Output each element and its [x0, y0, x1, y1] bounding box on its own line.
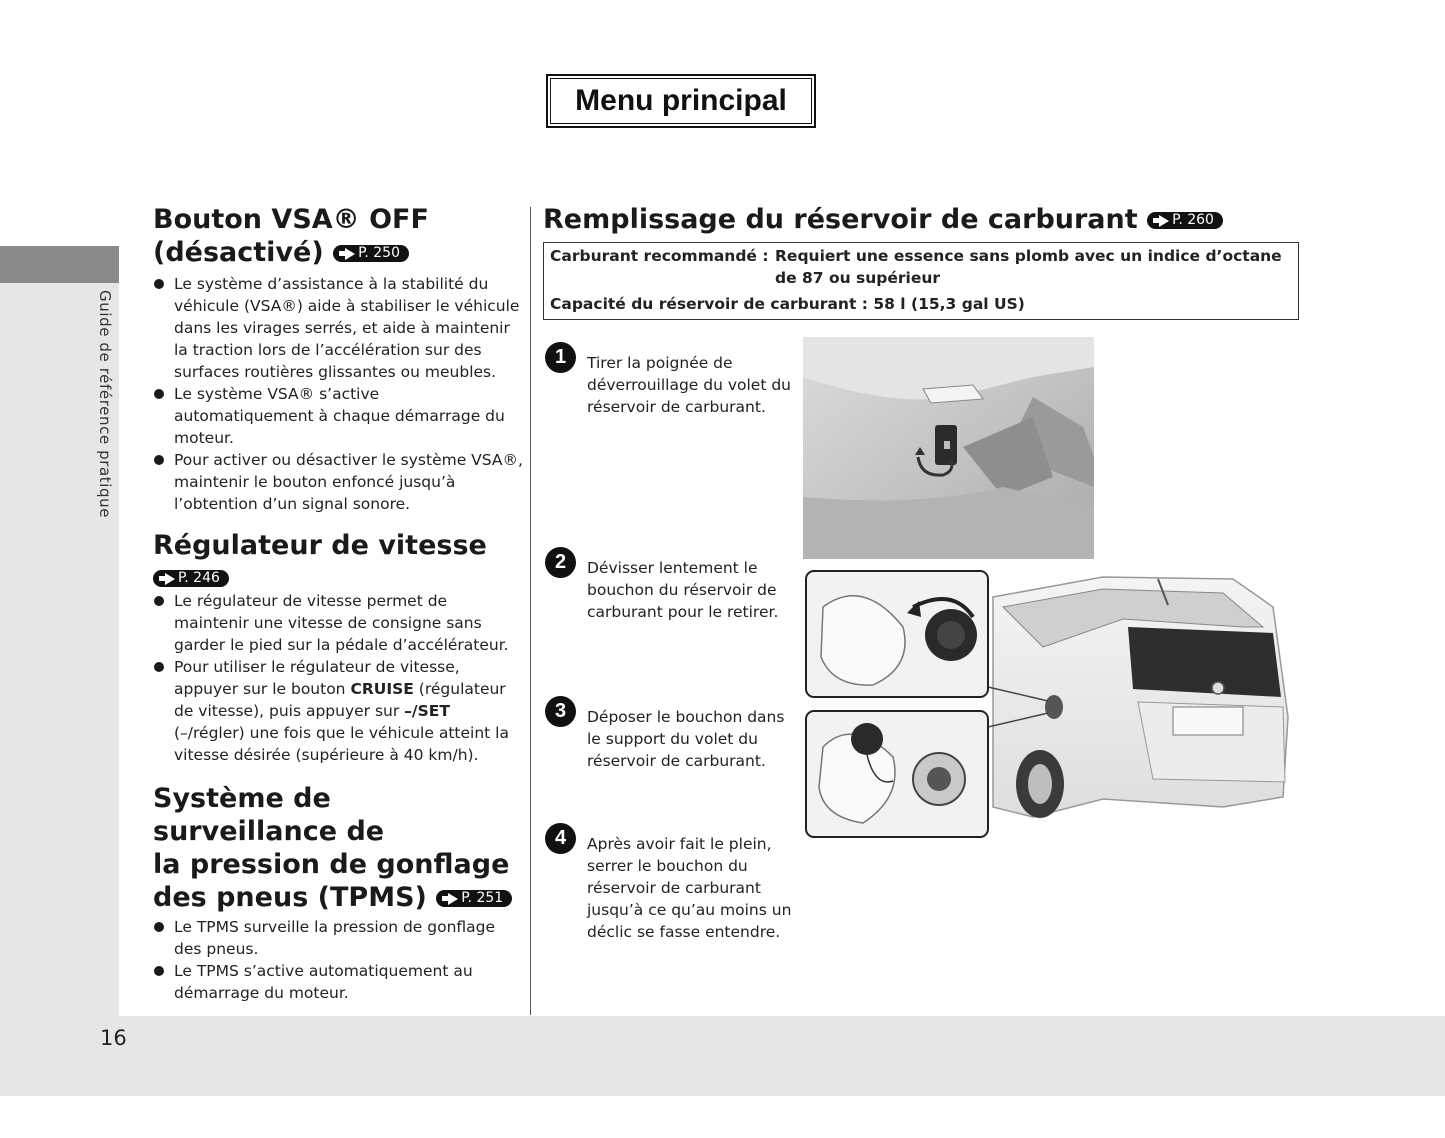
list-item: Le régulateur de vitesse permet de maintenir une vitesse de consigne sans garder le pied sur la pédale d’accélérateur. [153, 590, 523, 656]
fuel-door [1045, 695, 1063, 719]
license-plate [1173, 707, 1243, 735]
tpms-title-line1: Système de surveillance de [153, 783, 385, 847]
arrow-right-icon [165, 573, 175, 585]
cruise-page-ref-link[interactable] [153, 570, 229, 587]
recommended-fuel-value: Requiert une essence sans plomb avec un indice d’octane de 87 ou supérieur [775, 247, 1282, 287]
cruise-text-e: (–/régler) une fois que le véhicule atteint la vitesse désirée (supérieure à 40 km/h). [174, 724, 509, 764]
arrow-right-icon [1159, 215, 1169, 227]
step-number: 1 [545, 342, 576, 373]
vehicle-fuel-cap-photo [803, 567, 1293, 839]
cruise-bullets [153, 590, 523, 766]
tpms-page-ref: P. 251 [461, 890, 504, 906]
cruise-text-c: (régulateur de vitesse), puis appuyer sur [174, 680, 506, 720]
step-text: Déposer le bouchon dans le support du volet du réservoir de carburant. [587, 708, 785, 770]
refuel-page-ref-link[interactable] [1147, 212, 1223, 229]
tpms-page-ref-link[interactable] [436, 890, 512, 907]
tpms-title [153, 782, 523, 914]
fuel-lever-photo [803, 337, 1094, 559]
refuel-title [543, 203, 1223, 236]
recommended-fuel-label: Carburant recommandé : [550, 247, 769, 265]
vsa-bullets [153, 273, 523, 515]
section-tab[interactable] [0, 246, 119, 283]
inset-cap-holder [806, 711, 988, 837]
honda-logo-icon [1212, 682, 1224, 694]
left-column [153, 203, 523, 1004]
list-item: Le TPMS s’active automatiquement au démarrage du moteur. [153, 960, 523, 1004]
cruise-title: Régulateur de vitesse [153, 530, 487, 561]
list-item: Pour activer ou désactiver le système VSA®, maintenir le bouton enfoncé jusqu’à l’obtention d’un signal sonore. [153, 449, 523, 515]
set-button-name: –/SET [404, 702, 450, 720]
step-text: Après avoir fait le plein, serrer le bouchon du réservoir de carburant jusqu’à ce qu’au moins un déclic se fasse entendre. [587, 835, 792, 941]
cruise-text-a: Pour utiliser le régulateur de vitesse, appuyer sur le bouton [174, 658, 460, 698]
arrow-right-icon [448, 893, 458, 905]
step-text: Dévisser lentement le bouchon du réservoir de carburant pour le retirer. [587, 559, 779, 621]
tpms-bullets [153, 916, 523, 1004]
refuel-title-text: Remplissage du réservoir de carburant [543, 204, 1138, 235]
vsa-title-line1: Bouton VSA® OFF [153, 204, 429, 235]
list-item: Le système d’assistance à la stabilité du véhicule (VSA®) aide à stabiliser le véhicule dans les virages serrés, et aide à maintenir la traction lors de l’accélération sur des surfaces routières glissantes ou meubles. [153, 273, 523, 383]
tank-capacity: Capacité du réservoir de carburant : 58 l (15,3 gal US) [550, 295, 1025, 313]
cruise-page-ref: P. 246 [178, 570, 220, 586]
step-number: 4 [545, 823, 576, 854]
list-item [153, 656, 523, 766]
step-text: Tirer la poignée de déverrouillage du volet du réservoir de carburant. [587, 354, 791, 416]
rear-window [1128, 627, 1281, 697]
tpms-title-line2: la pression de gonflage [153, 849, 510, 880]
list-item: Le TPMS surveille la pression de gonflage des pneus. [153, 916, 523, 960]
tpms-title-line3: des pneus (TPMS) [153, 882, 427, 913]
vsa-page-ref-link[interactable] [333, 245, 409, 262]
list-item: Le système VSA® s’active automatiquement à chaque démarrage du moteur. [153, 383, 523, 449]
main-menu-button[interactable]: Menu principal [546, 74, 816, 128]
vsa-page-ref: P. 250 [358, 245, 400, 261]
inset-unscrew-cap [806, 571, 988, 697]
footer-band [0, 1016, 1445, 1096]
page-number: 16 [100, 1026, 127, 1050]
vsa-title-line2: (désactivé) [153, 237, 324, 268]
column-divider [530, 207, 531, 1015]
arrow-right-icon [345, 248, 355, 260]
step-number: 2 [545, 547, 576, 578]
refuel-page-ref: P. 260 [1172, 212, 1214, 228]
side-section-label: Guide de référence pratique [96, 290, 114, 519]
vsa-title [153, 203, 523, 269]
step-number: 3 [545, 696, 576, 727]
cruise-button-name: CRUISE [350, 680, 414, 698]
fuel-spec-table [543, 242, 1299, 320]
